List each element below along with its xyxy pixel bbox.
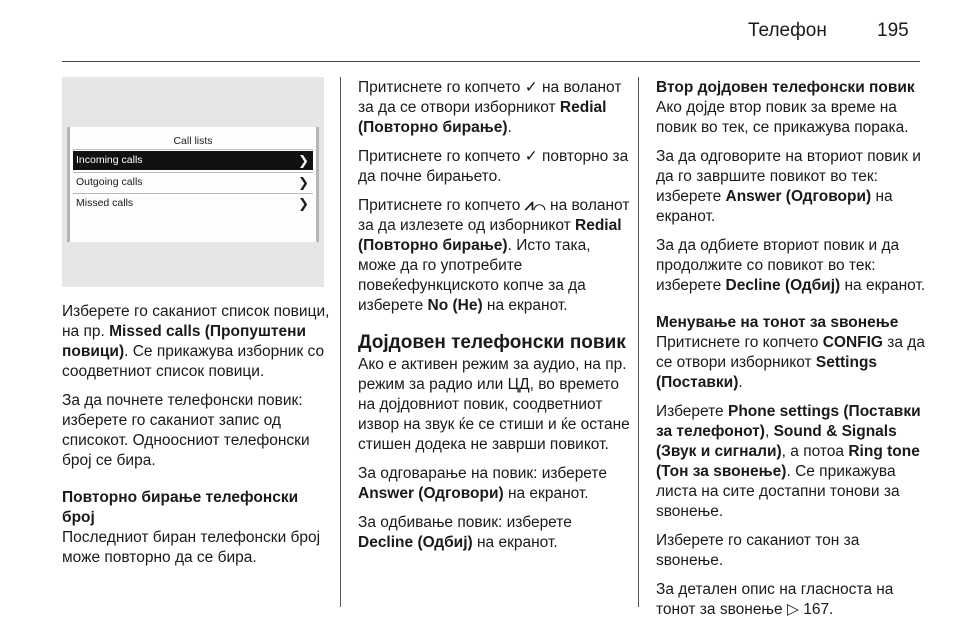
menu-item-label: Missed calls <box>76 197 134 209</box>
paragraph: Изберете го саканиот тон за ѕвонење. <box>656 532 860 569</box>
text: За да одговорите на вториот повик и да го завршите повикот во тек: изберете <box>656 148 921 205</box>
mute-hangup-icon: ⩘⌒ <box>524 197 546 214</box>
text: на екранот. <box>656 188 893 225</box>
text-column-2 <box>358 78 630 562</box>
text: на воланот за да се отвори изборникот <box>358 79 622 116</box>
menu-label: Missed calls (Пропуштени повици) <box>62 323 307 360</box>
column-divider-2 <box>638 77 639 607</box>
text: . <box>738 374 743 391</box>
text: на екранот. <box>472 534 558 551</box>
paragraph <box>358 464 630 504</box>
menu-label: Decline (Одбиј) <box>358 534 473 551</box>
menu-item-missed-calls[interactable] <box>73 194 313 213</box>
header-rule <box>62 61 920 62</box>
paragraph <box>656 333 928 393</box>
subheading-text: Менување на тонот за ѕвонење <box>656 314 899 331</box>
button-label: CONFIG <box>822 334 883 351</box>
menu-item-label: Outgoing calls <box>76 176 143 188</box>
subheading-text: Повторно бирање телефонски број <box>62 489 299 526</box>
text: . <box>507 119 512 136</box>
menu-label: Settings (Поставки) <box>656 354 878 391</box>
text: Притиснете го копчето <box>656 334 823 351</box>
menu-label: Redial (Повторно бирање) <box>358 99 607 136</box>
paragraph <box>656 580 928 620</box>
text: за да се отвори изборникот <box>656 334 925 371</box>
display-screen <box>67 127 319 242</box>
paragraph: За да почнете телефонски повик: изберете го саканиот запис од списокот. Одноосниот телефонски број се бира. <box>62 392 310 469</box>
menu-label: Redial (Повторно бирање) <box>358 217 622 254</box>
menu-item-label: Incoming calls <box>76 154 143 166</box>
subheading <box>656 78 928 98</box>
paragraph <box>358 78 630 138</box>
text: За детален опис на гласноста на тонот за ѕвонење <box>656 581 894 618</box>
page-number: 195 <box>877 20 909 41</box>
text: повторно за да почне бирањето. <box>358 148 629 185</box>
menu-label: Answer (Одговори) <box>725 188 872 205</box>
subheading <box>62 488 330 528</box>
text: Притиснете го копчето <box>358 79 525 96</box>
menu-label: Ring tone (Тон за ѕвонење) <box>656 443 920 480</box>
phone-accept-icon: ✓ <box>524 148 538 165</box>
menu-label: Decline (Одбиј) <box>725 277 841 294</box>
menu-label: Phone settings (Поставки за телефонот) <box>656 403 921 440</box>
paragraph <box>656 236 928 296</box>
menu-label: Answer (Одговори) <box>358 485 504 502</box>
phone-accept-icon: ✓ <box>524 79 538 96</box>
paragraph <box>358 147 630 187</box>
screen-title: Call lists <box>173 135 213 147</box>
text: . Се прикажува листа на сите достапни тонови за ѕвонење. <box>656 463 900 520</box>
menu-label: Sound & Signals (Звук и сигнали) <box>656 423 897 460</box>
text-column-3 <box>656 78 928 629</box>
text: Притиснете го копчето <box>358 197 525 214</box>
chevron-right-icon: ❯ <box>298 175 309 190</box>
text-column-1 <box>62 302 330 577</box>
text: 167. <box>798 601 834 618</box>
text: Изберете <box>656 403 728 420</box>
text: , <box>764 423 774 440</box>
text: За да одбиете вториот повик и да продолжите со повикот во тек: изберете <box>656 237 900 294</box>
text: . Се прикажува изборник со соодветниот список повици. <box>62 343 325 380</box>
text: За одбивање повик: изберете <box>358 514 572 531</box>
subheading <box>656 313 928 333</box>
text: на воланот за да излезете од изборникот <box>358 197 630 234</box>
paragraph: Ако дојде втор повик за време на повик во тек, се прикажува порака. <box>656 99 909 136</box>
paragraph: Ако е активен режим за аудио, на пр. режим за радио или ЦД, во времето на дојдовниот повик, соодветниот извор на звук ќе се стиши и ќе остане стишен додека не заврши повикот. <box>358 356 630 453</box>
menu-label: No (Не) <box>427 297 483 314</box>
paragraph <box>62 302 330 382</box>
text: . Исто така, може да го употребите повеќефункциското копче за да изберете <box>358 237 591 314</box>
chevron-right-icon: ❯ <box>298 196 309 211</box>
call-lists-screenshot <box>62 77 324 287</box>
text: , а потоа <box>781 443 849 460</box>
chevron-right-icon: ❯ <box>298 153 309 168</box>
text: на екранот. <box>482 297 568 314</box>
text: За одговарање на повик: изберете <box>358 465 607 482</box>
subheading-text: Втор дојдовен телефонски повик <box>656 79 915 96</box>
paragraph <box>358 513 630 553</box>
paragraph: Последниот биран телефонски број може повторно да се бира. <box>62 529 321 566</box>
page-reference-icon: ▷ <box>786 601 799 618</box>
menu-item-outgoing-calls[interactable] <box>73 173 313 192</box>
menu-item-incoming-calls[interactable] <box>73 151 313 170</box>
column-divider-1 <box>340 77 341 607</box>
screen-divider <box>73 149 313 150</box>
section-heading: Дојдовен телефонски повик <box>358 332 626 353</box>
paragraph <box>656 402 928 522</box>
page-header-title: Телефон <box>748 20 827 41</box>
text: Изберете го саканиот список повици, на пр. <box>62 303 330 340</box>
text: Притиснете го копчето <box>358 148 525 165</box>
text: на екранот. <box>840 277 926 294</box>
text: на екранот. <box>503 485 589 502</box>
paragraph <box>358 196 630 316</box>
paragraph <box>656 147 928 227</box>
